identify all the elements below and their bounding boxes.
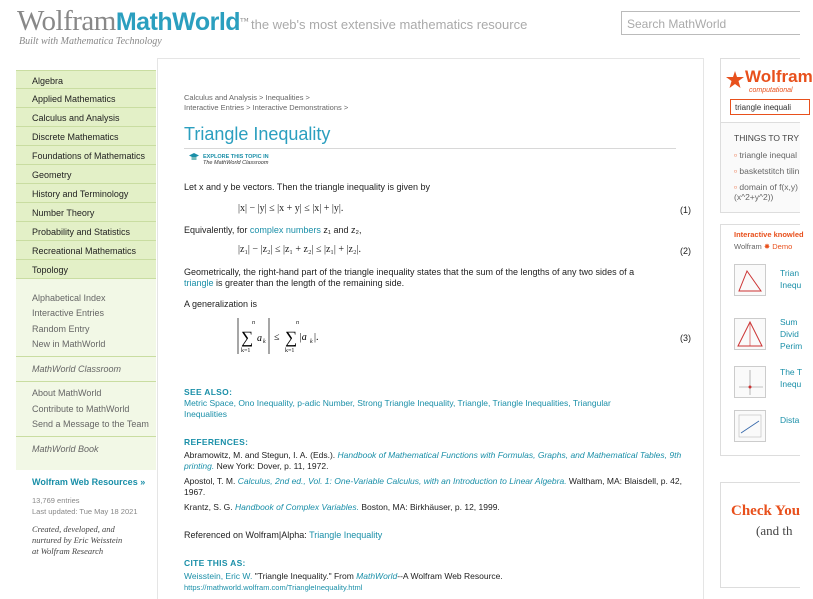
- paragraph-geometric: [184, 267, 634, 289]
- sum-symbol: ∑: [241, 328, 254, 347]
- demo-thumbnail[interactable]: [734, 366, 766, 398]
- tagline: the web's most extensive mathematics resource: [251, 17, 528, 32]
- ref-title-link[interactable]: Handbook of Complex Variables.: [235, 502, 359, 512]
- bullet: ▫: [734, 150, 740, 160]
- see-also-line[interactable]: Inequalities: [184, 409, 228, 419]
- cite-heading: CITE THIS AS:: [184, 558, 246, 568]
- ref-author: Krantz, S. G.: [184, 502, 236, 512]
- demo-title: Inequ: [780, 280, 802, 290]
- entry-count: 13,769 entries: [32, 496, 80, 505]
- triangle-icon: [735, 265, 765, 295]
- sidebar-link-new-in-mathworld[interactable]: New in MathWorld: [32, 339, 106, 349]
- sum-symbol: ∑: [285, 328, 298, 347]
- sidebar-item-calculus-and-analysis[interactable]: Calculus and Analysis: [16, 108, 156, 127]
- things-to-try-heading: THINGS TO TRY: [734, 133, 800, 143]
- reference-1: [184, 450, 684, 472]
- credit-line: at Wolfram Research: [32, 546, 104, 556]
- bullet: ▫: [734, 166, 740, 176]
- sidebar-link-send-message[interactable]: Send a Message to the Team: [32, 419, 149, 429]
- referenced-on-wolfram-alpha: [184, 530, 684, 541]
- ref-pub: Waltham, MA: Blaisdell, p. 42, 1967.: [184, 476, 682, 497]
- demonstrations-link[interactable]: Demo: [772, 242, 793, 251]
- see-also-links[interactable]: [184, 398, 684, 420]
- equation-number: (1): [680, 205, 691, 215]
- leq-symbol: ≤: [274, 332, 280, 343]
- credit-line: Created, developed, and: [32, 524, 115, 534]
- sidebar-link-alphabetical-index[interactable]: Alphabetical Index: [32, 293, 106, 303]
- ref-author: Abramowitz, M. and Stegun, I. A. (Eds.).: [184, 450, 338, 460]
- wolfram-alpha-box: [720, 58, 813, 123]
- equation-number: (2): [680, 246, 691, 256]
- demo-title: Divid: [780, 329, 799, 339]
- see-also-line[interactable]: Metric Space, Ono Inequality, p-adic Number, Strong Triangle Inequality, Triangle, Triangle Inequalities, Triangular: [184, 398, 611, 408]
- wolfram-web-resources-link[interactable]: Wolfram Web Resources »: [32, 477, 146, 487]
- wolfram-alpha-star-icon: [726, 71, 744, 89]
- abs-close: |.: [314, 332, 319, 343]
- ref-title-link[interactable]: Calculus, 2nd ed., Vol. 1: One-Variable Calculus, with an Introduction to Linear Algebra.: [237, 476, 567, 486]
- demo-title: Perim: [780, 341, 803, 351]
- demo-link[interactable]: [780, 366, 802, 390]
- sidebar-link-random-entry[interactable]: Random Entry: [32, 324, 90, 334]
- sidebar-item-history[interactable]: History and Terminology: [16, 184, 156, 203]
- demo-thumbnail[interactable]: [734, 410, 766, 442]
- mathworld-link[interactable]: MathWorld: [356, 571, 398, 581]
- demo-title: Trian: [780, 268, 800, 278]
- logo-mathworld-text: MathWorld: [115, 8, 241, 36]
- try-item-cont: (x^2+y^2)): [734, 192, 774, 202]
- triangle-icon: [735, 319, 765, 349]
- mathworld-logo[interactable]: [17, 6, 248, 37]
- try-item[interactable]: [734, 166, 799, 176]
- sum-term-abs: |a: [299, 332, 307, 343]
- cite-text: "Triangle Inequality." From: [252, 571, 357, 581]
- try-item[interactable]: [734, 182, 798, 192]
- wolfram-alpha-logo[interactable]: Wolfram: [745, 67, 813, 86]
- wolfram-alpha-sub: computational: [749, 87, 793, 94]
- demo-star-icon: ✸: [761, 242, 773, 251]
- citation-url[interactable]: https://mathworld.wolfram.com/TriangleInequality.html: [184, 583, 363, 592]
- try-item-text: triangle inequal: [739, 150, 798, 160]
- sum-term-sub: k: [263, 339, 266, 345]
- ref-title-link[interactable]: Handbook of Mathematical Functions with Formulas, Graphs, and Mathematical Tables, 9th printing.: [184, 450, 682, 471]
- sidebar-link-about[interactable]: About MathWorld: [32, 388, 102, 398]
- last-updated: Last updated: Tue May 18 2021: [32, 507, 138, 516]
- paragraph-intro: Let x and y be vectors. Then the triangle inequality is given by: [184, 182, 430, 192]
- references-heading: REFERENCES:: [184, 437, 249, 447]
- sidebar-divider: [16, 436, 156, 437]
- citation: [184, 571, 684, 582]
- sidebar-item-recreational[interactable]: Recreational Mathematics: [16, 241, 156, 260]
- header: [0, 0, 800, 50]
- sidebar-item-algebra[interactable]: Algebra: [16, 70, 156, 89]
- demo-thumbnail[interactable]: [734, 264, 766, 296]
- sidebar-item-topology[interactable]: Topology: [16, 260, 156, 279]
- bullet: ▫: [734, 182, 740, 192]
- sidebar-link-interactive-entries[interactable]: Interactive Entries: [32, 308, 105, 318]
- ref-pub: Boston, MA: Birkhäuser, p. 12, 1999.: [358, 502, 500, 512]
- check-your-heading: Check You: [731, 503, 801, 519]
- explore-classroom-link[interactable]: [203, 154, 269, 166]
- demo-link[interactable]: Dista: [780, 415, 800, 425]
- demo-thumbnail[interactable]: [734, 318, 766, 350]
- text-line: Geometrically, the right-hand part of the triangle inequality states that the sum of the lengths of any two sides of a: [184, 267, 635, 277]
- reference-2: [184, 476, 684, 498]
- try-item[interactable]: [734, 150, 797, 160]
- credit-text: [32, 524, 122, 557]
- search-input[interactable]: Search MathWorld: [621, 11, 800, 35]
- credit-line: nurtured by Eric Weisstein: [32, 535, 123, 545]
- equation-number: (3): [680, 333, 691, 343]
- sidebar-nav: [16, 70, 156, 279]
- sum-term-sub: k: [310, 339, 313, 345]
- try-item-text: basketstitch tilin: [739, 166, 800, 176]
- classroom-icon: [189, 152, 199, 162]
- sum-upper: n: [296, 320, 299, 326]
- wolfram-label: Wolfram: [734, 242, 762, 251]
- sidebar-item-applied-mathematics[interactable]: Applied Mathematics: [16, 89, 156, 108]
- demonstrations-label: [734, 242, 792, 251]
- ref-author: Apostol, T. M.: [184, 476, 238, 486]
- breadcrumb-line[interactable]: Calculus and Analysis > Inequalities >: [184, 93, 310, 102]
- text-span: Equivalently, for: [184, 225, 250, 235]
- sidebar-link-classroom[interactable]: MathWorld Classroom: [32, 364, 122, 374]
- demo-title: Inequ: [780, 379, 802, 389]
- logo-tm: ™: [240, 16, 249, 26]
- wolfram-alpha-input[interactable]: triangle inequali: [730, 99, 810, 115]
- demo-link[interactable]: [780, 267, 801, 291]
- equation-2: |z₁| − |z₂| ≤ |z₁ + z₂| ≤ |z₁| + |z₂|.: [238, 244, 361, 255]
- graph-icon: [735, 367, 765, 397]
- demo-title: Sum: [780, 317, 798, 327]
- sum-term: a: [257, 333, 262, 344]
- text-span: z₁ and z₂,: [320, 225, 362, 235]
- ref-pub: New York: Dover, p. 11, 1972.: [214, 461, 329, 471]
- referenced-label: Referenced on Wolfram|Alpha:: [184, 530, 310, 540]
- demo-link[interactable]: [780, 316, 802, 352]
- sidebar-item-number-theory[interactable]: Number Theory: [16, 203, 156, 222]
- explore-classroom-name: The MathWorld Classroom: [203, 160, 269, 166]
- wolfram-alpha-link[interactable]: Triangle Inequality: [309, 530, 383, 540]
- equation-1: |x| − |y| ≤ |x + y| ≤ |x| + |y|.: [238, 203, 344, 214]
- demo-title: The T: [780, 367, 803, 377]
- explore-label: EXPLORE THIS TOPIC IN: [203, 154, 269, 160]
- sum-lower: k=1: [241, 348, 251, 354]
- page-title: Triangle Inequality: [184, 124, 331, 144]
- triangle-link[interactable]: triangle: [184, 278, 214, 288]
- complex-numbers-link[interactable]: complex numbers: [249, 225, 321, 235]
- sidebar-link-contribute[interactable]: Contribute to MathWorld: [32, 404, 130, 414]
- paragraph-equivalently: [184, 225, 361, 236]
- cite-text: --A Wolfram Web Resource.: [397, 571, 503, 581]
- sidebar-divider: [16, 356, 156, 357]
- sidebar-item-discrete-mathematics[interactable]: Discrete Mathematics: [16, 127, 156, 146]
- graph-icon: [735, 411, 765, 441]
- text-span: is greater than the length of the remaining side.: [213, 278, 405, 288]
- interactive-knowledge-heading: Interactive knowled: [734, 230, 804, 239]
- breadcrumb-line[interactable]: Interactive Entries > Interactive Demonstrations >: [184, 103, 349, 112]
- built-with-text: Built with Mathematica Technology: [19, 36, 162, 47]
- sidebar-item-geometry[interactable]: Geometry: [16, 165, 156, 184]
- sidebar-item-foundations[interactable]: Foundations of Mathematics: [16, 146, 156, 165]
- equation-3: [236, 316, 326, 358]
- reference-3: [184, 502, 684, 513]
- see-also-heading: SEE ALSO:: [184, 387, 233, 397]
- sidebar-divider: [16, 381, 156, 382]
- sum-lower: k=1: [285, 348, 295, 354]
- sum-upper: n: [252, 320, 255, 326]
- logo-wolfram-text: Wolfram: [17, 5, 116, 37]
- sidebar-item-probability[interactable]: Probability and Statistics: [16, 222, 156, 241]
- check-your-sub: (and th: [756, 523, 793, 538]
- try-item-text: domain of f(x,y): [739, 182, 798, 192]
- sidebar-link-book[interactable]: MathWorld Book: [32, 444, 99, 454]
- paragraph-generalization: A generalization is: [184, 299, 258, 309]
- author-link[interactable]: Weisstein, Eric W.: [184, 571, 253, 581]
- title-rule: [184, 148, 676, 149]
